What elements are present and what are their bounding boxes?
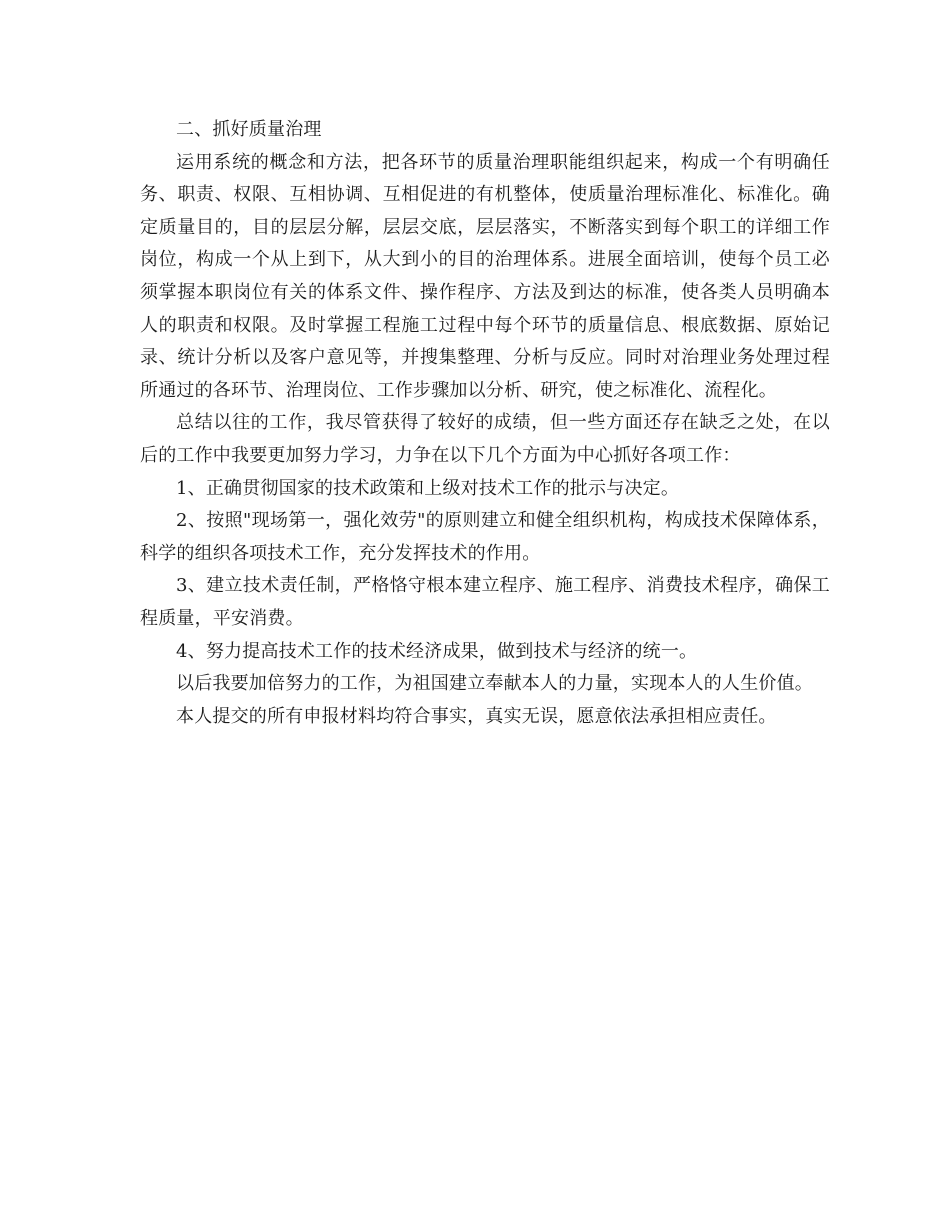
list-item-2: 2、按照"现场第一，强化效劳"的原则建立和健全组织机构，构成技术保障体系，科学的组织各项技术工作，充分发挥技术的作用。 [140, 510, 830, 564]
paragraph-declaration: 本人提交的所有申报材料均符合事实，真实无误，愿意依法承担相应责任。 [176, 705, 777, 727]
list-item-1: 1、正确贯彻国家的技术政策和上级对技术工作的批示与决定。 [176, 477, 680, 499]
list-item-3: 3、建立技术责任制，严格恪守根本建立程序、施工程序、消费技术程序，确保工程质量，平安消费。 [140, 575, 830, 629]
section-heading: 二、抓好质量治理 [176, 119, 322, 140]
paragraph-summary: 总结以往的工作，我尽管获得了较好的成绩，但一些方面还存在缺乏之处，在以后的工作中我要更加努力学习，力争在以下几个方面为中心抓好各项工作： [140, 412, 830, 466]
document-body [140, 114, 830, 733]
paragraph-future-commitment: 以后我要加倍努力的工作，为祖国建立奉献本人的力量，实现本人的人生价值。 [176, 673, 813, 695]
paragraph-quality-management: 运用系统的概念和方法，把各环节的质量治理职能组织起来，构成一个有明确任务、职责、权限、互相协调、互相促进的有机整体，使质量治理标准化、标准化。确定质量目的，目的层层分解，层层交底，层层落实，不断落实到每个职工的详细工作岗位，构成一个从上到下，从大到小的目的治理体系。进展全面培训，使每个员工必须掌握本职岗位有关的体系文件、操作程序、方法及到达的标准，使各类人员明确本人的职责和权限。及时掌握工程施工过程中每个环节的质量信息、根底数据、原始记录、统计分析以及客户意见等，并搜集整理、分析与反应。同时对治理业务处理过程所通过的各环节、治理岗位、工作步骤加以分析、研究，使之标准化、流程化。 [140, 151, 830, 401]
list-item-4: 4、努力提高技术工作的技术经济成果，做到技术与经济的统一。 [176, 640, 698, 662]
